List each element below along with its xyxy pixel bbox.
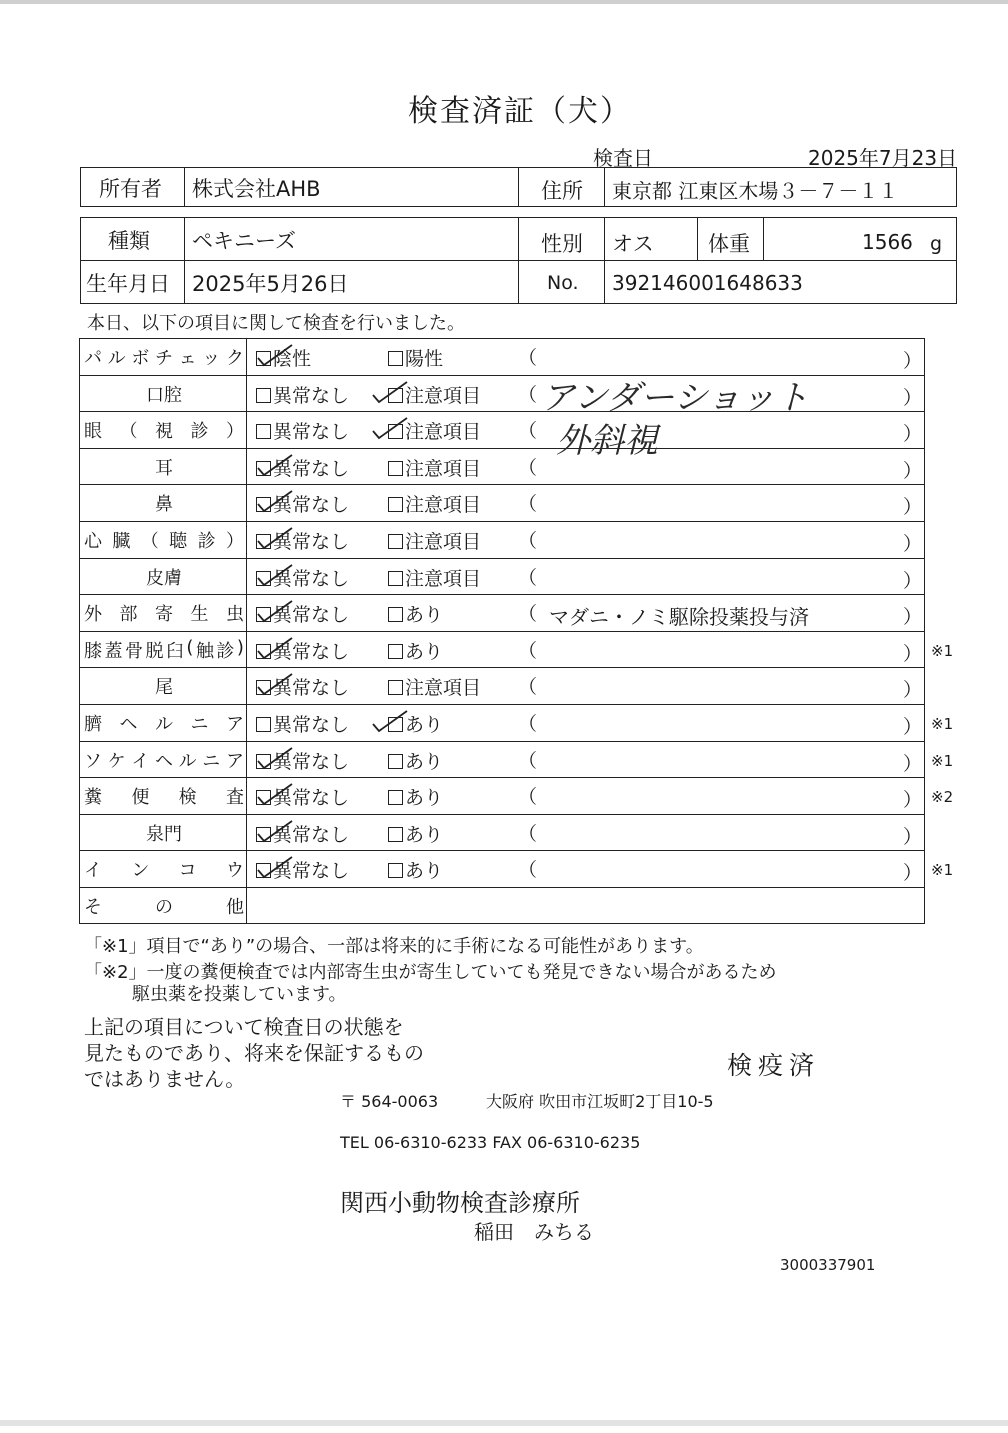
item-footnote-mark: ※1 <box>931 751 954 770</box>
option-2-checkbox[interactable] <box>388 344 443 371</box>
open-paren: （ <box>518 347 538 369</box>
option-2-label: 注意項目 <box>405 421 482 444</box>
check-mark-icon <box>255 488 295 514</box>
birth-value: 2025年5月26日 <box>192 272 349 296</box>
checkbox-icon <box>388 790 403 805</box>
open-paren: （ <box>518 859 538 882</box>
check-mark-icon <box>370 415 410 441</box>
close-paren: ） <box>903 533 923 555</box>
checkbox-icon <box>256 388 271 403</box>
weight-value: 1566 <box>862 230 913 254</box>
option-2-checkbox[interactable] <box>388 564 481 591</box>
option-1-checkbox[interactable] <box>256 710 349 737</box>
check-mark-icon <box>255 562 295 588</box>
clinic-address: 大阪府 吹田市江坂町2丁目10-5 <box>486 1092 714 1111</box>
option-2-label: あり <box>405 860 444 883</box>
clinic-person: 稲田 みちる <box>474 1220 594 1244</box>
option-2-checkbox[interactable] <box>388 783 443 810</box>
postal-code: 〒 564-0063 <box>340 1092 439 1111</box>
option-2-label: 注意項目 <box>405 677 482 700</box>
option-2-label: 陽性 <box>405 348 444 370</box>
option-2-checkbox[interactable] <box>388 600 443 627</box>
check-mark-icon <box>255 745 295 771</box>
item-footnote-mark: ※2 <box>931 788 954 807</box>
option-2-checkbox[interactable] <box>388 820 443 847</box>
checkbox-icon <box>388 571 403 586</box>
item-note: マダニ・ノミ駆除投薬投与済 <box>549 605 809 630</box>
option-1-label: 異常なし <box>273 531 350 553</box>
item-label: 口 腔 <box>146 384 182 406</box>
checkbox-icon <box>388 497 403 512</box>
open-paren: （ <box>518 456 538 479</box>
document-number: 3000337901 <box>780 1256 876 1274</box>
close-paren: ） <box>903 642 923 665</box>
check-mark-icon <box>255 525 295 551</box>
handwritten-mouth-note: アンダーショット <box>541 378 809 418</box>
close-paren: ） <box>903 459 923 482</box>
option-1-label: 異常なし <box>273 457 350 480</box>
checkbox-icon <box>388 827 403 842</box>
disclaimer-line-2: 見たものであり、将来を保証するもの <box>84 1041 424 1065</box>
document-title: 検査済証（犬） <box>408 94 632 129</box>
item-label: パ ル ボ チ ェ ッ ク <box>84 348 244 369</box>
option-1-label: 陰性 <box>273 348 312 370</box>
item-label: 泉 門 <box>146 823 182 845</box>
item-label: 心 臓 （ 聴 診 ） <box>84 531 244 552</box>
check-mark-icon <box>255 452 295 478</box>
scan-bottom-edge <box>0 1420 1008 1426</box>
open-paren: （ <box>518 383 538 406</box>
close-paren: ） <box>903 752 923 775</box>
option-1-label: 異常なし <box>273 787 350 810</box>
check-mark-icon <box>255 635 295 661</box>
option-1-label: 異常なし <box>273 860 350 883</box>
check-mark-icon <box>255 342 295 368</box>
option-1-label: 異常なし <box>273 750 350 773</box>
disclaimer-line-3: ではありません。 <box>84 1067 246 1091</box>
item-label: 糞 便 検 査 <box>84 787 244 809</box>
option-1-label: 異常なし <box>273 604 350 627</box>
open-paren: （ <box>518 493 538 516</box>
option-1-label: 異常なし <box>273 714 350 736</box>
check-mark-icon <box>255 598 295 624</box>
option-2-label: 注意項目 <box>405 384 482 407</box>
handwritten-eye-note: 外斜視 <box>556 421 658 461</box>
checkbox-icon <box>388 680 403 695</box>
exam-date-label: 検査日 <box>593 146 653 170</box>
item-label: 耳 <box>155 457 173 479</box>
item-label: 膝 蓋 骨 脱 臼 ( 触 診 ) <box>84 636 244 662</box>
check-mark-icon <box>255 854 295 880</box>
close-paren: ） <box>903 569 923 592</box>
item-footnote-mark: ※1 <box>931 715 954 733</box>
close-paren: ） <box>903 825 923 848</box>
close-paren: ） <box>903 716 923 738</box>
option-2-label: 注意項目 <box>405 457 482 480</box>
item-footnote-mark: ※1 <box>931 861 954 880</box>
weight-unit: g <box>930 233 943 255</box>
footnote-1: 「※1」項目で“あり”の場合、一部は将来的に手術になる可能性があります。 <box>84 936 704 957</box>
checkbox-icon <box>388 863 403 878</box>
item-label: 外 部 寄 生 虫 <box>84 604 244 626</box>
open-paren: （ <box>518 639 538 662</box>
quarantine-stamp: 検疫済 <box>727 1051 821 1080</box>
owner-label: 所有者 <box>99 177 162 201</box>
intro-text: 本日、以下の項目に関して検査を行いました。 <box>87 313 465 334</box>
item-label: ソ ケ イ ヘ ル ニ ア <box>84 750 244 772</box>
clinic-name: 関西小動物検査診療所 <box>340 1189 580 1217</box>
option-1-checkbox[interactable] <box>256 417 349 444</box>
option-2-label: 注意項目 <box>405 494 482 517</box>
weight-label: 体重 <box>708 232 750 256</box>
close-paren: ） <box>903 606 923 629</box>
open-paren: （ <box>518 566 538 589</box>
close-paren: ） <box>903 496 923 519</box>
open-paren: （ <box>518 603 538 626</box>
option-2-checkbox[interactable] <box>388 527 481 554</box>
close-paren: ） <box>903 789 923 812</box>
close-paren: ） <box>903 862 923 885</box>
open-paren: （ <box>518 530 538 552</box>
option-2-checkbox[interactable] <box>388 747 443 774</box>
address-value: 東京都 江東区木場３－７－１１ <box>612 179 899 203</box>
sex-label: 性別 <box>541 232 583 256</box>
open-paren: （ <box>518 749 538 772</box>
close-paren: ） <box>903 386 923 409</box>
checkbox-icon <box>388 754 403 769</box>
open-paren: （ <box>518 822 538 845</box>
check-mark-icon <box>370 708 410 734</box>
check-mark-icon <box>370 379 410 405</box>
number-label: No. <box>547 272 579 294</box>
sex-value: オス <box>612 232 654 256</box>
option-1-label: 異常なし <box>273 567 350 590</box>
item-label: 尾 <box>155 677 173 699</box>
check-mark-icon <box>255 781 295 807</box>
option-2-label: あり <box>405 604 444 627</box>
option-2-checkbox[interactable] <box>388 637 443 664</box>
close-paren: ） <box>903 350 923 372</box>
disclaimer-line-1: 上記の項目について検査日の状態を <box>84 1015 404 1039</box>
item-label: イ ン コ ウ <box>84 860 244 882</box>
owner-value: 株式会社AHB <box>192 177 321 201</box>
option-2-label: 注意項目 <box>405 531 482 553</box>
option-2-checkbox[interactable] <box>388 490 481 517</box>
close-paren: ） <box>903 423 923 446</box>
item-footnote-mark: ※1 <box>931 641 954 660</box>
option-1-label: 異常なし <box>273 823 350 846</box>
birth-label: 生年月日 <box>86 272 170 296</box>
option-2-checkbox[interactable] <box>388 673 481 700</box>
checkbox-icon <box>256 717 271 732</box>
footnote-2a: 「※2」一度の糞便検査では内部寄生虫が寄生していても発見できない場合があるため <box>84 962 777 983</box>
open-paren: （ <box>518 420 538 443</box>
item-label: 眼 （ 視 診 ） <box>84 421 244 443</box>
option-1-label: 異常なし <box>273 384 350 407</box>
number-value: 392146001648633 <box>612 271 803 295</box>
address-label: 住所 <box>541 179 583 203</box>
option-1-label: 異常なし <box>273 421 350 444</box>
exam-date-value: 2025年7月23日 <box>808 146 958 170</box>
option-2-checkbox[interactable] <box>388 856 443 883</box>
option-2-label: あり <box>405 823 444 846</box>
checkbox-icon <box>388 351 403 366</box>
option-2-label: 注意項目 <box>405 567 482 590</box>
checkbox-icon <box>388 534 403 549</box>
breed-value: ペキニーズ <box>192 229 296 253</box>
option-1-checkbox[interactable] <box>256 381 349 408</box>
checkbox-icon <box>256 424 271 439</box>
footnote-2b: 駆虫薬を投薬しています。 <box>132 984 347 1005</box>
open-paren: （ <box>518 786 538 809</box>
breed-label: 種類 <box>108 229 150 253</box>
open-paren: （ <box>518 676 538 699</box>
check-mark-icon <box>255 671 295 697</box>
checkbox-icon <box>388 607 403 622</box>
item-label: 鼻 <box>155 494 173 516</box>
option-2-label: あり <box>405 787 444 810</box>
option-2-label: あり <box>405 640 444 663</box>
check-mark-icon <box>255 818 295 844</box>
scan-top-edge <box>0 0 1008 4</box>
option-1-label: 異常なし <box>273 677 350 700</box>
option-1-label: 異常なし <box>273 640 350 663</box>
option-1-label: 異常なし <box>273 494 350 517</box>
open-paren: （ <box>518 713 538 735</box>
option-2-label: あり <box>405 714 444 736</box>
option-2-label: あり <box>405 750 444 773</box>
checkbox-icon <box>388 644 403 659</box>
checkbox-icon <box>388 461 403 476</box>
close-paren: ） <box>903 679 923 702</box>
item-label: 皮 膚 <box>146 567 182 589</box>
item-label: 臍 ヘ ル ニ ア <box>84 714 244 735</box>
option-2-checkbox[interactable] <box>388 454 481 481</box>
other-label: そ の 他 <box>84 897 244 918</box>
clinic-phone-fax: TEL 06-6310-6233 FAX 06-6310-6235 <box>340 1133 641 1152</box>
